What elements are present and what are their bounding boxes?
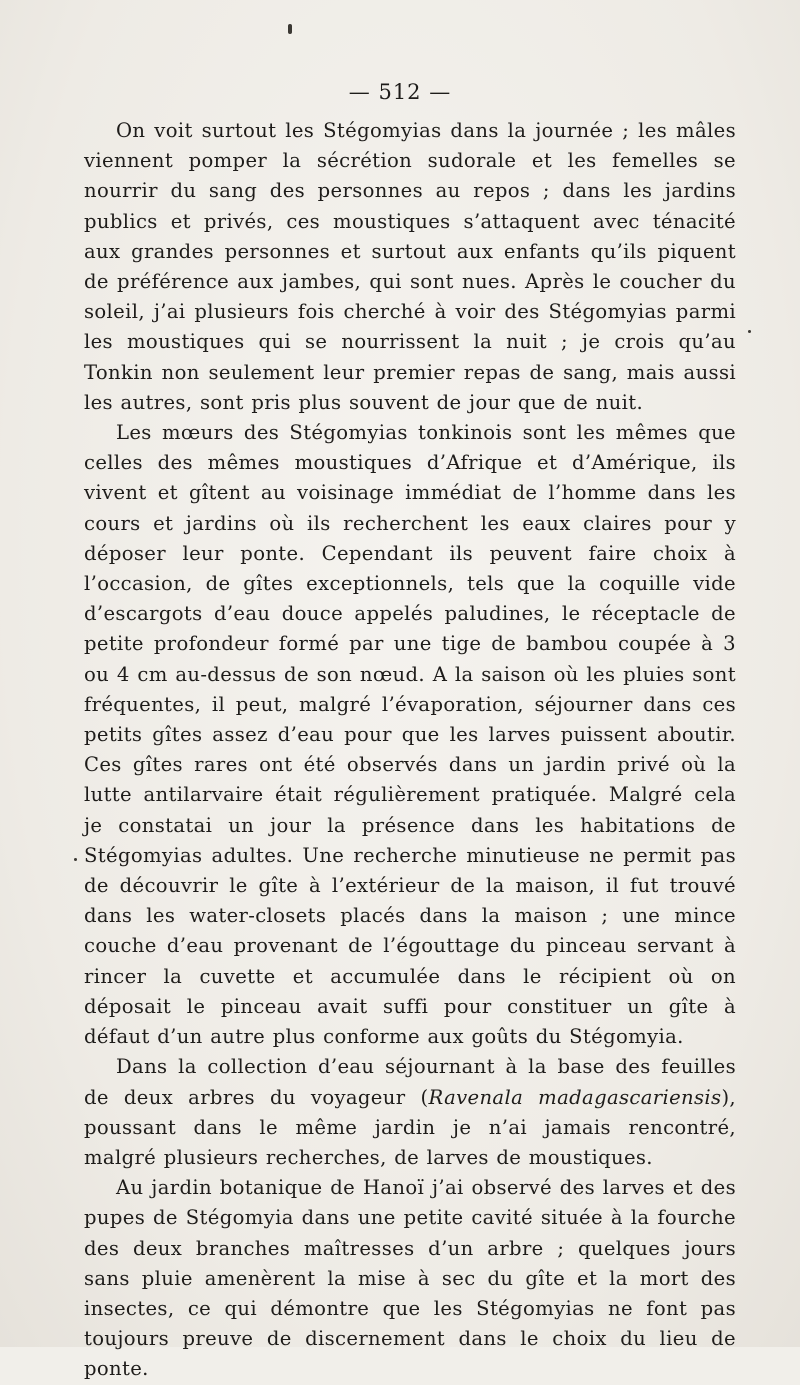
paragraph-text: ), poussant dans le même jardin je n’ai jamais rencontré, malgré plusieurs recherches, de larves de moustiques. [84,1085,737,1169]
page-number: — 512 — [348,80,452,104]
paragraph [84,1052,736,1173]
species-name: Ravenala madagascariensis [428,1085,722,1109]
paragraph: Au jardin botanique de Hanoï j’ai observé des larves et des pupes de Stégomyia dans une petite cavité située à la fourche des deux branches maîtresses d’un arbre ; quelques jours sans pluie amenèrent la mise à sec du gîte et la mort des insectes, ce qui démontre que les Stégomyias ne font pas toujours preuve de discernement dans le choix du lieu de ponte. [84,1176,736,1381]
print-speck [74,858,77,861]
paragraph: Les mœurs des Stégomyias tonkinois sont les mêmes que celles des mêmes moustiques d’Afrique et d’Amérique, ils vivent et gîtent au voisinage immédiat de l’homme dans les cours et jardins où ils recherchent les eaux claires pour y déposer leur ponte. Cependant ils peuvent faire choix à l’occasion, de gîtes exceptionnels, tels que la coquille vide d’escargots d’eau douce appelés paludines, le réceptacle de petite profondeur formé par une tige de bambou coupée à 3 ou 4 cm au-dessus de son nœud. A la saison où les pluies sont fréquentes, il peut, malgré l’évaporation, séjourner dans ces petits gîtes assez d’eau pour que les larves puissent aboutir. Ces gîtes rares ont été observés dans un jardin privé où la lutte antilarvaire était régulièrement pratiquée. Malgré cela je constatai un jour la présence dans les habitations de Stégomyias adultes. Une recherche minutieuse ne permit pas de découvrir le gîte à l’extérieur de la maison, il fut trouvé dans les water-closets placés dans la maison ; une mince couche d’eau provenant de l’égouttage du pinceau servant à rincer la cuvette et accumulée dans le récipient où on déposait le pinceau avait suffi pour constituer un gîte à défaut d’un autre plus conforme aux goûts du Stégomyia. [84,421,736,1049]
paragraph: On voit surtout les Stégomyias dans la journée ; les mâles viennent pomper la sécrétion sudorale et les femelles se nourrir du sang des personnes au repos ; dans les jardins publics et privés, ces moustiques s’attaquent avec ténacité aux grandes personnes et surtout aux enfants qu’ils piquent de préférence aux jambes, qui sont nues. Après le coucher du soleil, j’ai plusieurs fois cherché à voir des Stégomyias parmi les moustiques qui se nourrissent la nuit ; je crois qu’au Tonkin non seulement leur premier repas de sang, mais aussi les autres, sont pris plus souvent de jour que de nuit. [84,119,736,414]
paragraph-text: Dans la collection d’eau séjournant à la base des feuilles de deux arbres du voyageur ( [84,1055,736,1109]
print-speck [288,24,292,34]
print-speck [748,330,751,333]
body-text [84,116,736,1385]
